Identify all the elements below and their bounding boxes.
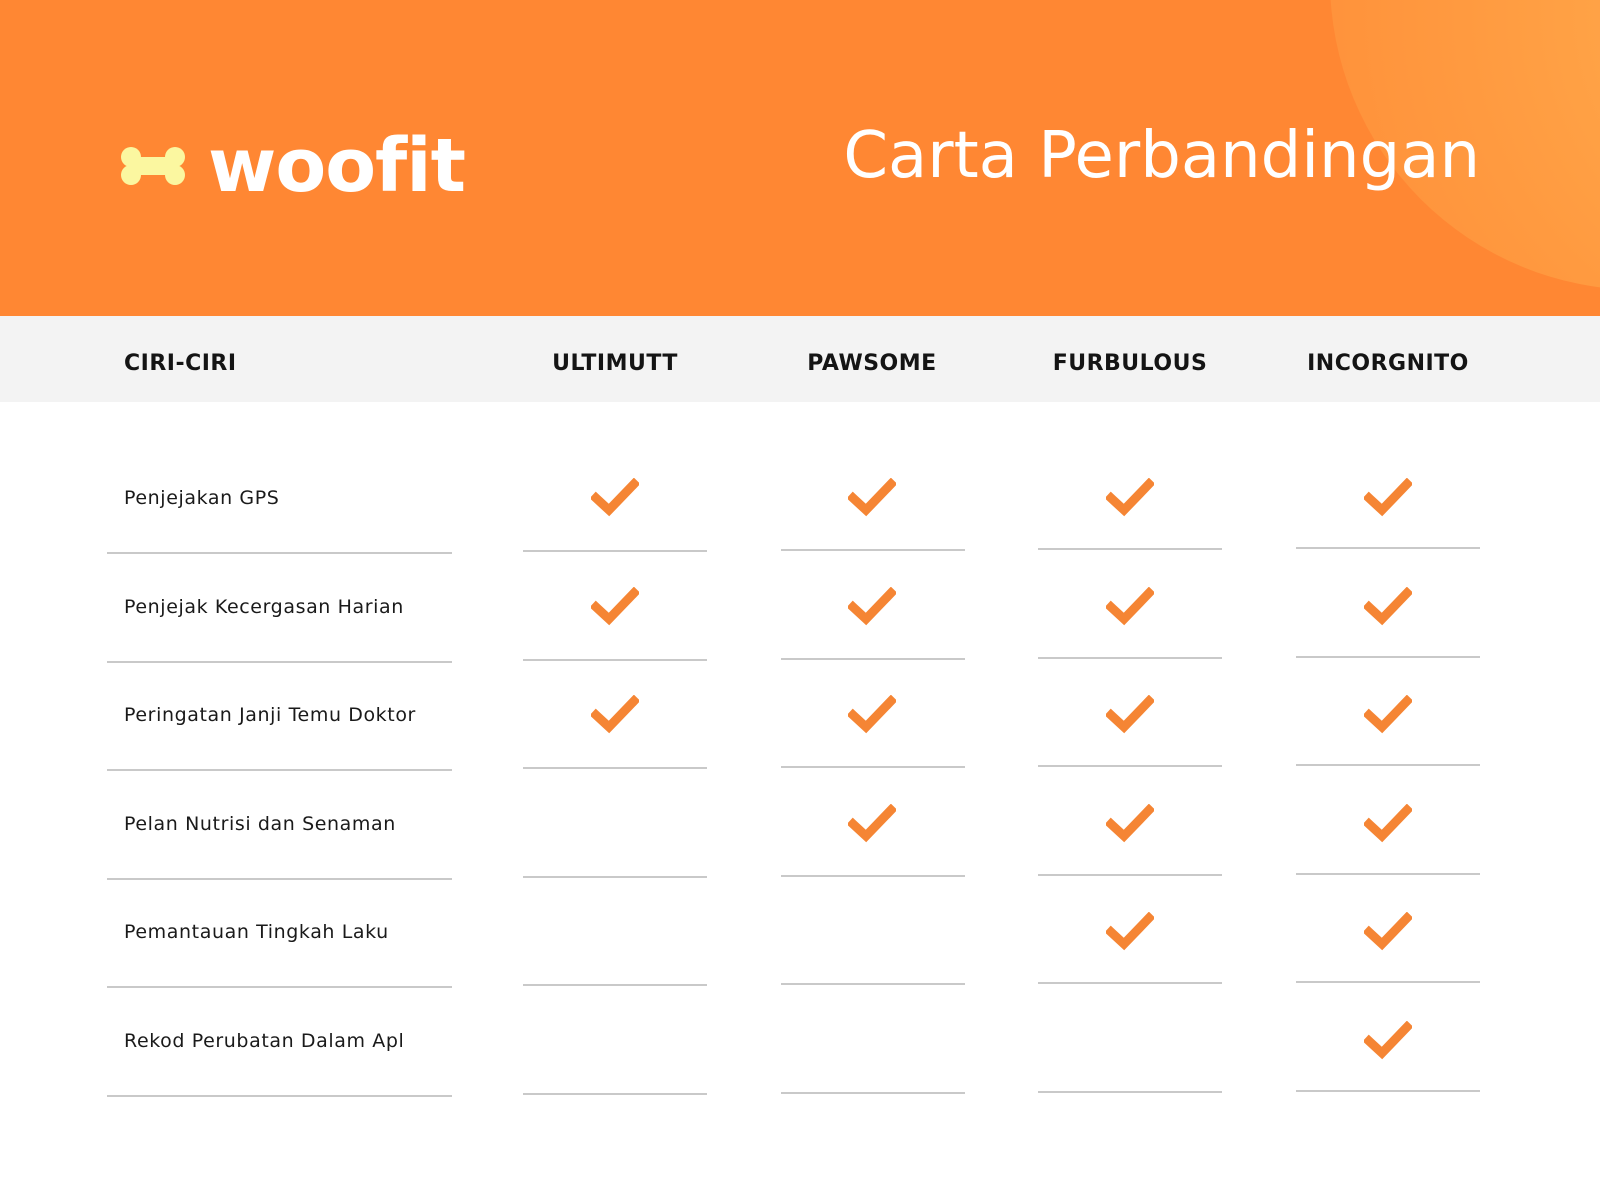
feature-label: Penjejak Kecergasan Harian — [124, 596, 404, 618]
row-divider — [1296, 873, 1480, 875]
row-divider — [523, 876, 707, 878]
brand-logo — [120, 116, 465, 216]
row-divider — [781, 549, 965, 551]
checkmark-icon — [1106, 695, 1154, 735]
column-header-pawsome: PAWSOME — [807, 351, 937, 376]
column-header-ultimutt: ULTIMUTT — [552, 351, 678, 376]
checkmark-icon — [848, 587, 896, 627]
row-divider — [1296, 656, 1480, 658]
row-divider — [1296, 981, 1480, 983]
row-divider — [523, 767, 707, 769]
checkmark-icon — [1106, 804, 1154, 844]
row-divider — [107, 552, 452, 554]
row-divider — [781, 983, 965, 985]
row-divider — [781, 875, 965, 877]
page-title: Carta Perbandingan — [843, 119, 1480, 193]
row-divider — [1038, 548, 1222, 550]
row-divider — [523, 659, 707, 661]
checkmark-icon — [1106, 587, 1154, 627]
row-divider — [1038, 657, 1222, 659]
row-divider — [523, 1093, 707, 1095]
row-divider — [1038, 1091, 1222, 1093]
row-divider — [523, 984, 707, 986]
checkmark-icon — [1106, 912, 1154, 952]
row-divider — [107, 878, 452, 880]
checkmark-icon — [848, 695, 896, 735]
feature-label: Peringatan Janji Temu Doktor — [124, 704, 416, 726]
row-divider — [1038, 982, 1222, 984]
checkmark-icon — [591, 587, 639, 627]
checkmark-icon — [1364, 804, 1412, 844]
feature-label: Penjejakan GPS — [124, 487, 280, 509]
feature-label: Pemantauan Tingkah Laku — [124, 921, 389, 943]
checkmark-icon — [1364, 1021, 1412, 1061]
column-header-furbulous: FURBULOUS — [1052, 351, 1208, 376]
column-header-features: CIRI-CIRI — [124, 351, 237, 376]
column-header-incorgnito: INCORGNITO — [1307, 351, 1469, 376]
header-banner — [0, 0, 1600, 316]
row-divider — [781, 658, 965, 660]
row-divider — [1296, 764, 1480, 766]
row-divider — [781, 1092, 965, 1094]
checkmark-icon — [848, 478, 896, 518]
row-divider — [107, 769, 452, 771]
row-divider — [107, 986, 452, 988]
row-divider — [1296, 547, 1480, 549]
checkmark-icon — [591, 695, 639, 735]
row-divider — [1038, 874, 1222, 876]
row-divider — [1038, 765, 1222, 767]
row-divider — [781, 766, 965, 768]
row-divider — [107, 661, 452, 663]
checkmark-icon — [1364, 478, 1412, 518]
brand-name: woofit — [208, 123, 465, 209]
feature-label: Pelan Nutrisi dan Senaman — [124, 813, 396, 835]
row-divider — [107, 1095, 452, 1097]
checkmark-icon — [591, 478, 639, 518]
checkmark-icon — [1106, 478, 1154, 518]
feature-label: Rekod Perubatan Dalam Apl — [124, 1030, 405, 1052]
row-divider — [1296, 1090, 1480, 1092]
row-divider — [523, 550, 707, 552]
checkmark-icon — [1364, 912, 1412, 952]
checkmark-icon — [1364, 695, 1412, 735]
checkmark-icon — [848, 804, 896, 844]
checkmark-icon — [1364, 587, 1412, 627]
bone-icon — [120, 146, 186, 186]
